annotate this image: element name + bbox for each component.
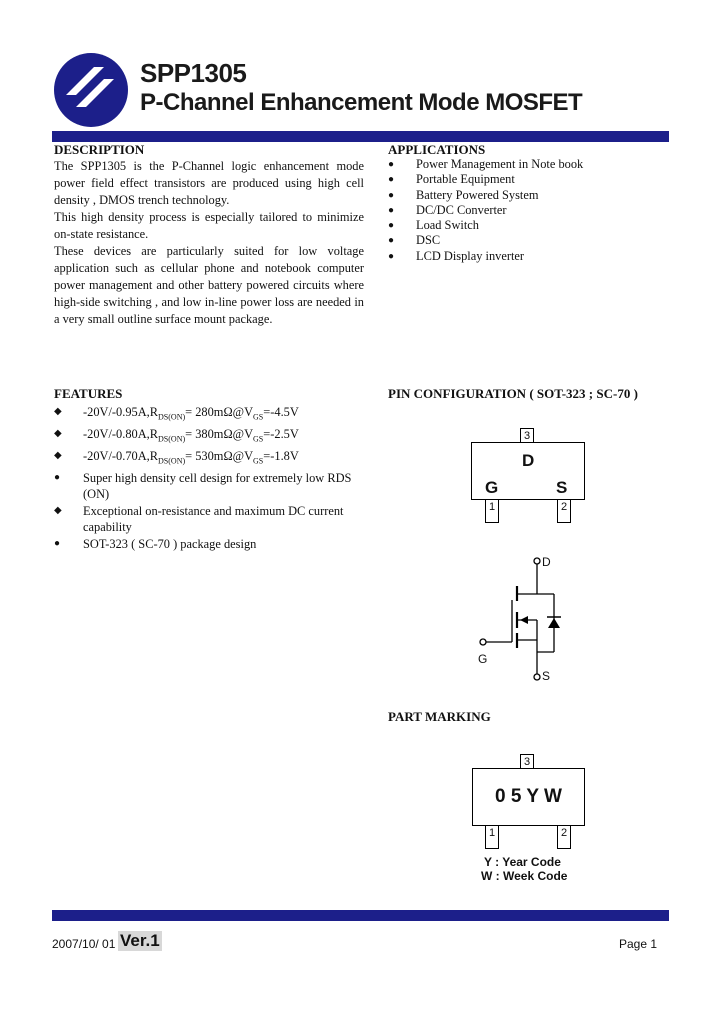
description-heading: DESCRIPTION	[54, 142, 145, 157]
marking-pin-2-label: 2	[557, 825, 571, 849]
marking-package	[472, 768, 585, 826]
header-rule	[52, 131, 669, 142]
description-paragraph: This high density process is especially tailored to minimize on-state resistance.	[54, 210, 364, 241]
pin-1-label: 1	[485, 499, 499, 523]
page-number: Page 1	[619, 937, 658, 951]
features-heading: FEATURES	[54, 386, 123, 401]
list-item: ● DSC	[388, 233, 583, 248]
sot323-package	[471, 442, 585, 500]
applications-heading: APPLICATIONS	[388, 142, 486, 157]
description-paragraph: These devices are particularly suited for low voltage application such as cellular phone and notebook computer power management and other battery powered circuits where high-side switching , and low in-line power loss are needed in a very small outline surface mount package.	[54, 244, 364, 326]
marking-pin-1-label: 1	[485, 825, 499, 849]
list-item: ● Power Management in Note book	[388, 157, 583, 172]
document-title: P-Channel Enhancement Mode MOSFET	[140, 89, 583, 116]
part-number: SPP1305	[140, 58, 247, 88]
description-text	[54, 158, 364, 328]
list-item: ● Super high density cell design for extremely low RDS (ON)	[54, 470, 354, 503]
applications-list	[388, 157, 583, 264]
symbol-label-g: G	[478, 652, 488, 666]
rating-item: ◆ $-20V/-0.70A,R_{DS(ON)}=$ $530m\Omega@V_{GS}=-1.8V$	[54, 448, 354, 470]
pin-label-s: S	[556, 478, 568, 497]
marking-code: 0 5 Y W	[495, 786, 562, 807]
marking-pin-3-label: 3	[520, 754, 534, 770]
version-badge: Ver.1	[120, 931, 160, 950]
description-paragraph: The SPP1305 is the P-Channel logic enhancement mode power field effect transistors are produced using high cell density , DMOS trench technology.	[54, 159, 364, 207]
rating-item: ◆ $-20V/-0.95A,R_{DS(ON)}=$ $280m\Omega@V_{GS}=-4.5V$	[54, 404, 354, 426]
pin-configuration-heading: PIN CONFIGURATION ( SOT-323 ; SC-70 )	[388, 386, 638, 401]
list-item: ● Load Switch	[388, 218, 583, 233]
week-code-legend: W : Week Code	[481, 869, 568, 883]
pin-2-label: 2	[557, 499, 571, 523]
symbol-label-s: S	[542, 669, 551, 683]
list-item: ● LCD Display inverter	[388, 249, 583, 264]
rating-item: ◆ $-20V/-0.80A,R_{DS(ON)}=$ $380m\Omega@V_{GS}=-2.5V$	[54, 426, 354, 448]
mosfet-symbol	[470, 548, 580, 688]
list-item: ◆ Exceptional on-resistance and maximum DC current capability	[54, 503, 354, 536]
list-item: ● Portable Equipment	[388, 172, 583, 187]
footer-date: 2007/10/ 01	[52, 937, 116, 951]
year-code-legend: Y : Year Code	[484, 855, 561, 869]
pin-label-d: D	[522, 451, 535, 470]
pin-3-label: 3	[520, 428, 534, 444]
list-item: ● SOT-323 ( SC-70 ) package design	[54, 536, 354, 553]
company-logo	[52, 51, 130, 129]
list-item: ● Battery Powered System	[388, 188, 583, 203]
features-list	[54, 404, 354, 552]
pin-label-g: G	[485, 478, 499, 497]
footer-rule	[52, 910, 669, 921]
list-item: ● DC/DC Converter	[388, 203, 583, 218]
symbol-label-d: D	[542, 555, 551, 569]
part-marking-heading: PART MARKING	[388, 709, 491, 724]
